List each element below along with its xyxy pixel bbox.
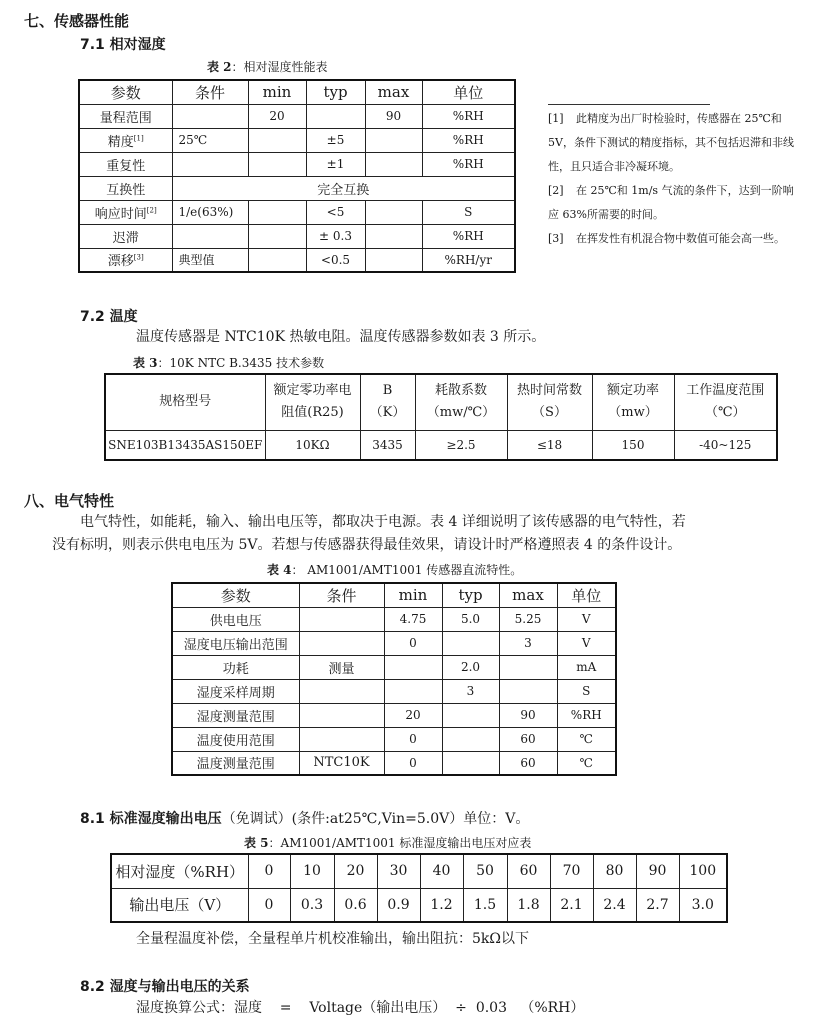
table-2-cell-cond: 25℃ — [172, 128, 248, 152]
table-4-cell — [442, 703, 499, 727]
param-name: 响应时间 — [94, 206, 147, 222]
footnote-ref: [3] — [133, 253, 144, 262]
table-2-header-cell: max — [365, 80, 422, 104]
subsection-8-2-title: 8.2 湿度与输出电压的关系 — [80, 979, 250, 995]
table-5-cell: 3.0 — [679, 888, 727, 922]
header-line: （mw） — [608, 405, 658, 421]
table-2-cell-max — [365, 128, 422, 152]
table-4-cell — [499, 655, 557, 679]
table-2-cell-unit: %RH — [422, 104, 515, 128]
table-2-cell-typ: ± 0.3 — [306, 224, 365, 248]
humidity-formula: 湿度换算公式：湿度 = Voltage（输出电压） ÷ 0.03 （%RH） — [136, 1000, 585, 1016]
table-2-caption-label: 表 2 — [207, 60, 232, 74]
table-5-cell: 20 — [334, 854, 377, 888]
table-4-cell: 湿度电压输出范围 — [172, 631, 299, 655]
table-4-header-cell: max — [499, 583, 557, 607]
table-4-cell: 0 — [384, 631, 442, 655]
table-5-cell: 2.7 — [636, 888, 679, 922]
table-5-cell: 2.1 — [550, 888, 593, 922]
table-2-cell-min — [248, 224, 306, 248]
table-4-cell — [384, 679, 442, 703]
table-4-cell: 2.0 — [442, 655, 499, 679]
table-5-cell: 50 — [463, 854, 507, 888]
table-4-header-row — [172, 583, 616, 607]
table-4-cell — [442, 727, 499, 751]
param-name: 漂移 — [107, 254, 134, 270]
table-2-cell-unit: %RH — [422, 128, 515, 152]
table-5-cell: 1.5 — [463, 888, 507, 922]
section-7-title: 七、传感器性能 — [24, 12, 130, 30]
table-4-cell: 0 — [384, 751, 442, 775]
table-2-param-cell — [79, 224, 172, 248]
table-4-cell: 90 — [499, 703, 557, 727]
table-4-cell — [299, 679, 384, 703]
table-2-merged-cell: 完全互换 — [172, 176, 515, 200]
table-4-cell — [299, 607, 384, 631]
table-3-cell: ≥2.5 — [415, 430, 507, 460]
subsection-7-2-title: 7.2 温度 — [80, 309, 138, 325]
table-5-cell: 1.8 — [507, 888, 550, 922]
table-3-header-cell — [507, 374, 592, 430]
footnote — [548, 179, 798, 227]
table-4-cell: V — [557, 631, 616, 655]
table-2-cell-max — [365, 200, 422, 224]
table-3-header-cell — [360, 374, 415, 430]
section-8-title: 八、电气特性 — [24, 492, 115, 510]
table-4-cell: 测量 — [299, 655, 384, 679]
table-5-cell: 80 — [593, 854, 636, 888]
table-2-caption — [207, 58, 328, 75]
table-3-cell: ≤18 — [507, 430, 592, 460]
table-4-cell: 60 — [499, 751, 557, 775]
table-2-cell-cond: 1/e(63%) — [172, 200, 248, 224]
table-5-cell: 0 — [248, 888, 290, 922]
footnote-key: [3] — [548, 232, 564, 245]
table-2-cell-unit: S — [422, 200, 515, 224]
table-4-cell: 0 — [384, 727, 442, 751]
table-4-cell: 5.0 — [442, 607, 499, 631]
table-3-caption-label: 表 3 — [133, 356, 158, 370]
table-2-param-cell — [79, 200, 172, 224]
table-2-header-cell: min — [248, 80, 306, 104]
table-3-header-cell — [105, 374, 265, 430]
table-2-cell-max — [365, 224, 422, 248]
footnote-key: [2] — [548, 184, 564, 197]
table-4-caption-text: ： AM1001/AMT1001 传感器直流特性。 — [291, 563, 523, 577]
table-4-cell: 温度使用范围 — [172, 727, 299, 751]
electrical-paragraph-line-2: 没有标明，则表示供电电压为 5V。若想与传感器获得最佳效果，请设计时严格遵照表 4 的条件设计。 — [52, 537, 682, 553]
table-2-cell-unit: %RH/yr — [422, 248, 515, 272]
table-3-header-cell — [592, 374, 674, 430]
param-name: 重复性 — [106, 158, 146, 174]
table-5-cell: 30 — [377, 854, 420, 888]
header-line: （K） — [369, 405, 406, 421]
subsection-7-1-title: 7.1 相对湿度 — [80, 37, 166, 53]
table-4-cell: 温度测量范围 — [172, 751, 299, 775]
table-2-cell-min — [248, 128, 306, 152]
table-2-cell-min: 20 — [248, 104, 306, 128]
table-2-row — [79, 128, 515, 152]
table-3-caption-text: ：10K NTC B.3435 技术参数 — [157, 356, 325, 370]
table-2-cell-max — [365, 248, 422, 272]
table-4-cell: 60 — [499, 727, 557, 751]
table-5-row-label: 输出电压（V） — [111, 888, 248, 922]
table-2-header-cell: typ — [306, 80, 365, 104]
table-4-cell: 3 — [499, 631, 557, 655]
header-line: 热时间常数 — [516, 383, 582, 399]
table-3-ntc-parameters — [104, 373, 778, 461]
table-4-header-cell: 参数 — [172, 583, 299, 607]
param-name: 精度 — [107, 134, 134, 150]
table-2-caption-text: ：相对湿度性能表 — [231, 60, 328, 74]
param-name: 互换性 — [106, 182, 146, 198]
table-4-row — [172, 655, 616, 679]
table-4-cell: mA — [557, 655, 616, 679]
table-4-header-cell: typ — [442, 583, 499, 607]
table-2-cell-unit: %RH — [422, 224, 515, 248]
table-5-cell: 0.9 — [377, 888, 420, 922]
table-4-cell: ℃ — [557, 751, 616, 775]
footnote-key: [1] — [548, 112, 564, 125]
table-4-caption-label: 表 4 — [267, 563, 292, 577]
table-2-param-cell — [79, 176, 172, 200]
table-5-cell: 0.6 — [334, 888, 377, 922]
subsection-8-1-title — [80, 808, 529, 828]
table-3-header-cell — [265, 374, 360, 430]
table-3-header-cell — [674, 374, 777, 430]
table-4-cell — [384, 655, 442, 679]
table-5-cell: 40 — [420, 854, 463, 888]
table-2-cell-typ: <5 — [306, 200, 365, 224]
table-4-header-cell: min — [384, 583, 442, 607]
table-3-header-row — [105, 374, 777, 430]
table-3-cell: 3435 — [360, 430, 415, 460]
table-4-cell — [442, 631, 499, 655]
table-5-caption-label: 表 5 — [244, 836, 269, 850]
table-5-cell: 10 — [290, 854, 334, 888]
table-4-cell: S — [557, 679, 616, 703]
output-note: 全量程温度补偿，全量程单片机校准输出，输出阻抗：5kΩ以下 — [136, 931, 529, 947]
table-4-cell: 4.75 — [384, 607, 442, 631]
table-3-header-cell — [415, 374, 507, 430]
table-4-cell: 供电电压 — [172, 607, 299, 631]
table-2-cell-max — [365, 152, 422, 176]
table-5-output-voltage — [110, 853, 728, 923]
temperature-paragraph: 温度传感器是 NTC10K 热敏电阻。温度传感器参数如表 3 所示。 — [136, 329, 546, 345]
footnote — [548, 227, 798, 251]
table-4-row — [172, 751, 616, 775]
param-name: 迟滞 — [112, 230, 139, 246]
table-4-cell: V — [557, 607, 616, 631]
table-5-cell: 60 — [507, 854, 550, 888]
table-2-row — [79, 104, 515, 128]
table-2-param-cell — [79, 248, 172, 272]
table-2-param-cell — [79, 104, 172, 128]
table-2-cell-cond — [172, 152, 248, 176]
electrical-paragraph-line-1: 电气特性，如能耗，输入、输出电压等，都取决于电源。表 4 详细说明了该传感器的电气特性，若 — [80, 514, 686, 530]
subsection-8-1-condition: （免调试）(条件:at25℃,Vin=5.0V）单位：V。 — [221, 811, 530, 827]
table-5-row — [111, 888, 727, 922]
table-2-row — [79, 248, 515, 272]
table-5-cell: 90 — [636, 854, 679, 888]
table-4-cell: 湿度测量范围 — [172, 703, 299, 727]
table-5-row-label: 相对湿度（%RH） — [111, 854, 248, 888]
param-name: 量程范围 — [99, 110, 152, 126]
table-4-cell: 湿度采样周期 — [172, 679, 299, 703]
header-line: 额定功率 — [606, 383, 659, 399]
table-4-cell — [499, 679, 557, 703]
table-2-param-cell — [79, 152, 172, 176]
table-5-caption-text: ：AM1001/AMT1001 标准湿度输出电压对应表 — [268, 836, 532, 850]
table-4-row — [172, 727, 616, 751]
table-2-header-cell: 条件 — [172, 80, 248, 104]
header-line: 工作温度范围 — [686, 383, 765, 399]
table-4-header-cell: 单位 — [557, 583, 616, 607]
table-2-cell-max: 90 — [365, 104, 422, 128]
table-2-cell-unit: %RH — [422, 152, 515, 176]
table-4-row — [172, 679, 616, 703]
table-3-cell: SNE103B13435AS150EF — [105, 430, 265, 460]
table-4-cell: 功耗 — [172, 655, 299, 679]
table-4-cell: %RH — [557, 703, 616, 727]
table-4-cell: 3 — [442, 679, 499, 703]
table-2-row — [79, 176, 515, 200]
table-2-header-row — [79, 80, 515, 104]
table-5-cell: 0.3 — [290, 888, 334, 922]
footnotes — [548, 107, 798, 251]
table-4-cell: 5.25 — [499, 607, 557, 631]
footnote-divider — [548, 104, 710, 105]
table-4-cell: NTC10K — [299, 751, 384, 775]
header-line: （mw/℃） — [426, 405, 496, 421]
table-2-cell-min — [248, 200, 306, 224]
table-2-header-cell: 参数 — [79, 80, 172, 104]
footnote — [548, 107, 798, 179]
header-line: （℃） — [704, 405, 746, 421]
table-4-cell: ℃ — [557, 727, 616, 751]
table-5-cell: 70 — [550, 854, 593, 888]
table-2-cell-typ: <0.5 — [306, 248, 365, 272]
table-5-cell: 0 — [248, 854, 290, 888]
footnote-text: 在挥发性有机混合物中数值可能会高一些。 — [576, 232, 785, 245]
footnote-text: 在 25℃和 1m/s 气流的条件下，达到一阶响应 63%所需要的时间。 — [548, 184, 794, 221]
table-4-header-cell: 条件 — [299, 583, 384, 607]
header-line: 耗散系数 — [434, 383, 487, 399]
footnote-ref: [2] — [146, 206, 157, 215]
table-2-cell-cond: 典型值 — [172, 248, 248, 272]
table-2-cell-cond — [172, 224, 248, 248]
header-line: 阻值(R25) — [281, 405, 344, 421]
footnote-text: 此精度为出厂时检验时，传感器在 25℃和 5V，条件下测试的精度指标，其不包括迟滞和非线性，且只适合非冷凝环境。 — [548, 112, 794, 173]
table-3-cell: 10KΩ — [265, 430, 360, 460]
table-3-cell: -40~125 — [674, 430, 777, 460]
table-5-cell: 1.2 — [420, 888, 463, 922]
table-5-row — [111, 854, 727, 888]
table-2-cell-typ: ±5 — [306, 128, 365, 152]
table-2-row — [79, 224, 515, 248]
table-4-cell — [299, 631, 384, 655]
subsection-8-1-heading: 8.1 标准湿度输出电压 — [80, 811, 222, 827]
table-5-caption — [244, 834, 531, 851]
table-2-row — [79, 200, 515, 224]
table-5-cell: 100 — [679, 854, 727, 888]
table-2-cell-typ — [306, 104, 365, 128]
table-4-row — [172, 703, 616, 727]
table-2-row — [79, 152, 515, 176]
table-4-cell — [442, 751, 499, 775]
table-2-header-cell: 单位 — [422, 80, 515, 104]
table-4-cell: 20 — [384, 703, 442, 727]
table-4-row — [172, 607, 616, 631]
table-3-cell: 150 — [592, 430, 674, 460]
table-2-param-cell — [79, 128, 172, 152]
table-4-dc-characteristics — [171, 582, 617, 776]
header-line: B — [382, 383, 393, 399]
table-4-cell — [299, 727, 384, 751]
footnote-ref: [1] — [133, 134, 144, 143]
table-3-caption — [133, 354, 324, 371]
header-line: （S） — [532, 405, 567, 421]
table-5-cell: 2.4 — [593, 888, 636, 922]
table-2-cell-cond — [172, 104, 248, 128]
header-line: 规格型号 — [159, 394, 212, 410]
table-4-row — [172, 631, 616, 655]
table-2-cell-typ: ±1 — [306, 152, 365, 176]
table-2-humidity-performance — [78, 79, 516, 273]
table-2-cell-min — [248, 152, 306, 176]
table-4-caption — [267, 561, 522, 578]
table-2-cell-min — [248, 248, 306, 272]
table-3-data-row — [105, 430, 777, 460]
header-line: 额定零功率电 — [273, 383, 352, 399]
table-4-cell — [299, 703, 384, 727]
